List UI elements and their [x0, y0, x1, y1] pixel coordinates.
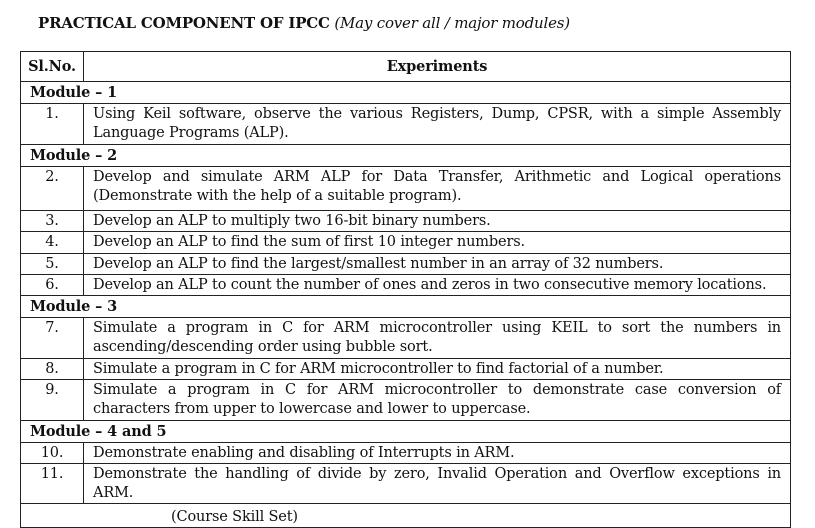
row-number: 6.: [21, 275, 84, 296]
header-experiments: Experiments: [84, 52, 791, 82]
experiments-table: [20, 51, 791, 528]
cut-off-row: [21, 504, 791, 528]
row-experiment: Demonstrate enabling and disabling of Interrupts in ARM.: [84, 443, 791, 464]
row-number: 11.: [21, 464, 84, 504]
row-experiment: Develop an ALP to find the largest/smallest number in an array of 32 numbers.: [84, 254, 791, 275]
row-number: 3.: [21, 211, 84, 232]
row-number: 1.: [21, 104, 84, 145]
table-header-row: [21, 52, 791, 82]
row-experiment: Develop an ALP to count the number of ones and zeros in two consecutive memory locations.: [84, 275, 791, 296]
row-experiment: Develop an ALP to multiply two 16-bit binary numbers.: [84, 211, 791, 232]
heading-note: (May cover all / major modules): [334, 14, 570, 32]
module-title: Module – 3: [21, 296, 791, 318]
module-title: Module – 2: [21, 145, 791, 167]
table-row: [21, 380, 791, 421]
row-number: 7.: [21, 318, 84, 359]
row-number: 4.: [21, 232, 84, 254]
module-row: [21, 145, 791, 167]
header-slno: Sl.No.: [21, 52, 84, 82]
table-row: [21, 211, 791, 232]
row-experiment: Simulate a program in C for ARM microcontroller using KEIL to sort the numbers in ascending/descending order using bubble sort.: [84, 318, 791, 359]
row-number: 10.: [21, 443, 84, 464]
row-number: 5.: [21, 254, 84, 275]
row-experiment: Simulate a program in C for ARM microcontroller to demonstrate case conversion of characters from upper to lowercase and lower to uppercase.: [84, 380, 791, 421]
row-experiment: Develop and simulate ARM ALP for Data Transfer, Arithmetic and Logical operations (Demonstrate with the help of a suitable program).: [84, 167, 791, 211]
cut-off-text: (Course Skill Set): [171, 509, 298, 525]
table-row: [21, 232, 791, 254]
row-experiment: Develop an ALP to find the sum of first 10 integer numbers.: [84, 232, 791, 254]
row-experiment: Using Keil software, observe the various Registers, Dump, CPSR, with a simple Assembly Language Programs (ALP).: [84, 104, 791, 145]
row-number: 2.: [21, 167, 84, 211]
row-number: 9.: [21, 380, 84, 421]
module-row: [21, 421, 791, 443]
table-row: [21, 275, 791, 296]
module-title: Module – 4 and 5: [21, 421, 791, 443]
table-row: [21, 464, 791, 504]
row-experiment: Demonstrate the handling of divide by zero, Invalid Operation and Overflow exceptions in ARM.: [84, 464, 791, 504]
module-row: [21, 296, 791, 318]
module-row: [21, 82, 791, 104]
cut-off-cell: [21, 504, 791, 528]
table-row: [21, 104, 791, 145]
table-row: [21, 254, 791, 275]
table-row: [21, 443, 791, 464]
heading-title: PRACTICAL COMPONENT OF IPCC: [38, 14, 330, 32]
page-heading: [38, 14, 570, 32]
table-row: [21, 167, 791, 211]
row-experiment: Simulate a program in C for ARM microcontroller to find factorial of a number.: [84, 359, 791, 380]
table-row: [21, 318, 791, 359]
module-title: Module – 1: [21, 82, 791, 104]
row-number: 8.: [21, 359, 84, 380]
table-row: [21, 359, 791, 380]
